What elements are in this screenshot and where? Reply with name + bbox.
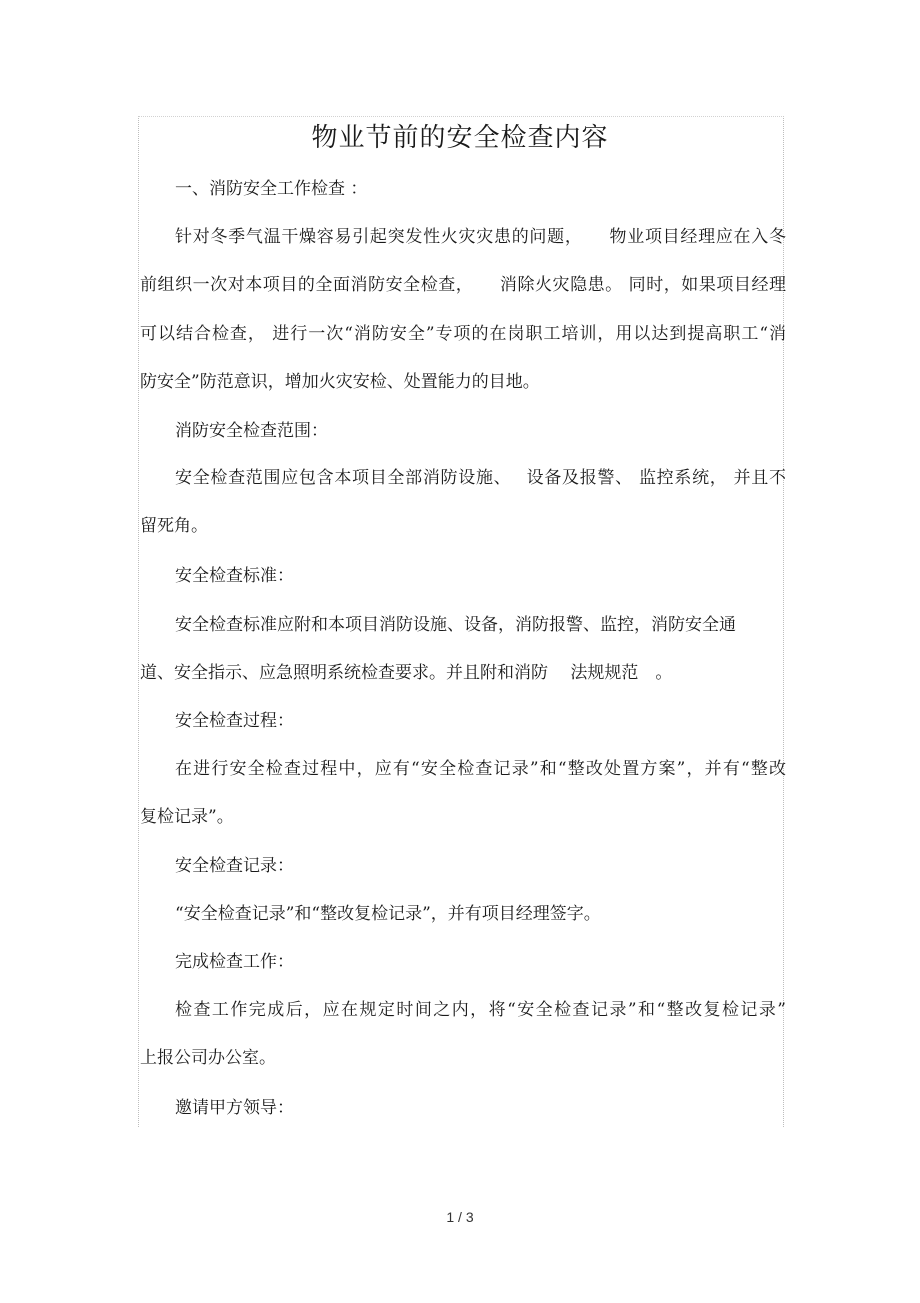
paragraph-line: 留死角。 <box>140 516 208 536</box>
paragraph-line: 检查工作完成后，应在规定时间之内，将“安全检查记录”和“整改复检记录” <box>175 1000 786 1020</box>
paragraph-line: “安全检查记录”和“整改复检记录”，并有项目经理签字。 <box>175 904 601 924</box>
paragraph-line: 防安全”防范意识，增加火灾安检、处置能力的目地。 <box>140 372 540 392</box>
page-number: 1 / 3 <box>446 1209 474 1225</box>
subheading-records: 安全检查记录： <box>175 856 294 876</box>
paragraph-line: 可以结合检查， 进行一次“消防安全”专项的在岗职工培训，用以达到提高职工“消 <box>140 324 786 344</box>
subheading-scope: 消防安全检查范围： <box>175 421 328 441</box>
paragraph-line: 安全检查范围应包含本项目全部消防设施、 设备及报警、 监控系统， 并且不 <box>175 468 786 488</box>
subheading-process: 安全检查过程： <box>175 711 294 731</box>
paragraph-line: 复检记录”。 <box>140 807 234 827</box>
paragraph-line: 上报公司办公室。 <box>140 1048 276 1068</box>
paragraph-line: 安全检查标准应附和本项目消防设施、设备，消防报警、监控，消防安全通 <box>175 615 736 635</box>
paragraph-line: 在进行安全检查过程中，应有“安全检查记录”和“整改处置方案”，并有“整改 <box>175 759 787 779</box>
paragraph-line: 道、安全指示、应急照明系统检查要求。并且附和消防 法规规范 。 <box>140 663 673 683</box>
subheading-standard: 安全检查标准： <box>175 566 294 586</box>
paragraph-line: 针对冬季气温干燥容易引起突发性火灾灾患的问题， 物业项目经理应在入冬 <box>175 227 786 247</box>
section-heading-fire-safety: 一、消防安全工作检查 ： <box>175 179 368 199</box>
subheading-complete: 完成检查工作： <box>175 952 294 972</box>
subheading-invite: 邀请甲方领导： <box>175 1098 294 1118</box>
paragraph-line: 前组织一次对本项目的全面消防安全检查， 消除火灾隐患。 同时，如果项目经理 <box>140 275 786 295</box>
document-title: 物业节前的安全检查内容 <box>311 123 609 153</box>
